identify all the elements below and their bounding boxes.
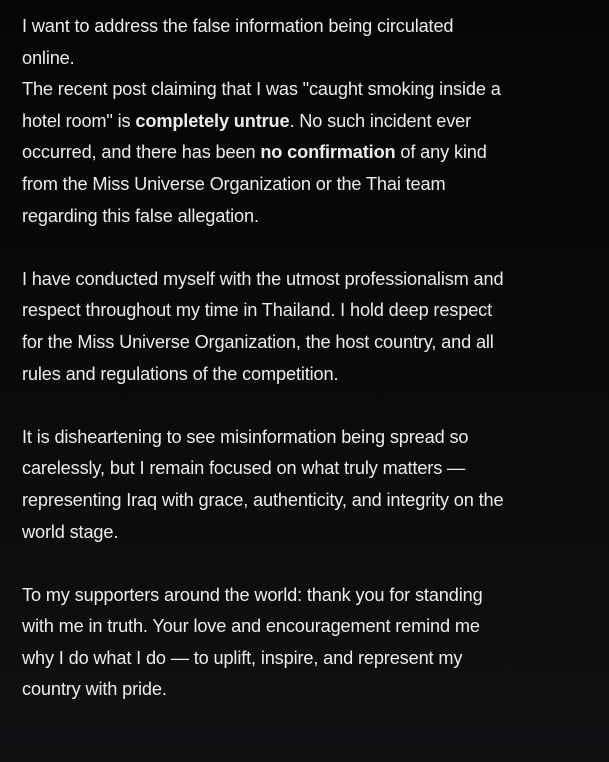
text-line xyxy=(22,580,602,612)
text-segment: occurred, and there has been xyxy=(22,142,261,163)
text-segment: online. xyxy=(22,47,75,68)
statement-text xyxy=(22,11,602,738)
text-segment: I have conducted myself with the utmost professionalism and xyxy=(22,268,504,289)
text-segment: for the Miss Universe Organization, the host country, and all xyxy=(22,331,494,352)
text-line xyxy=(22,643,602,675)
text-segment: of any kind xyxy=(395,142,487,163)
text-segment: regarding this false allegation. xyxy=(22,205,259,226)
text-line xyxy=(22,517,602,549)
emphasis-no-confirmation: no confirmation xyxy=(260,142,396,163)
text-segment: rules and regulations of the competition. xyxy=(22,363,339,384)
text-line xyxy=(22,169,602,201)
text-segment: It is disheartening to see misinformation being spread so xyxy=(22,426,469,447)
text-segment: from the Miss Universe Organization or the Thai team xyxy=(22,173,446,194)
text-segment: with me in truth. Your love and encouragement remind me xyxy=(22,616,480,637)
text-line xyxy=(22,106,602,138)
text-line xyxy=(22,43,602,75)
text-line xyxy=(22,611,602,643)
text-line xyxy=(22,453,602,485)
paragraph-4 xyxy=(22,580,602,706)
text-line xyxy=(22,359,602,391)
text-segment: carelessly, but I remain focused on what truly matters — xyxy=(22,458,466,479)
text-line xyxy=(22,674,602,706)
text-line xyxy=(22,264,602,296)
text-segment: world stage. xyxy=(22,521,119,542)
text-segment: country with pride. xyxy=(22,679,167,700)
text-segment: hotel room" is xyxy=(22,110,136,131)
text-line xyxy=(22,74,602,106)
text-line xyxy=(22,422,602,454)
paragraph-1 xyxy=(22,11,602,232)
text-segment: why I do what I do — to uplift, inspire, and represent my xyxy=(22,647,463,668)
text-segment: The recent post claiming that I was "caught smoking inside a xyxy=(22,79,501,100)
text-line xyxy=(22,327,602,359)
text-segment: respect throughout my time in Thailand. I hold deep respect xyxy=(22,300,493,321)
paragraph-2 xyxy=(22,264,602,390)
emphasis-completely-untrue: completely untrue xyxy=(135,110,290,131)
text-segment: representing Iraq with grace, authenticity, and integrity on the xyxy=(22,489,504,510)
text-line xyxy=(22,201,602,233)
text-segment: To my supporters around the world: thank you for standing xyxy=(22,584,483,605)
text-segment: . No such incident ever xyxy=(289,110,472,131)
text-segment: I want to address the false information being circulated xyxy=(22,16,454,36)
text-line xyxy=(22,11,602,43)
text-line xyxy=(22,137,602,169)
text-line xyxy=(22,485,602,517)
text-line xyxy=(22,295,602,327)
paragraph-3 xyxy=(22,422,602,548)
